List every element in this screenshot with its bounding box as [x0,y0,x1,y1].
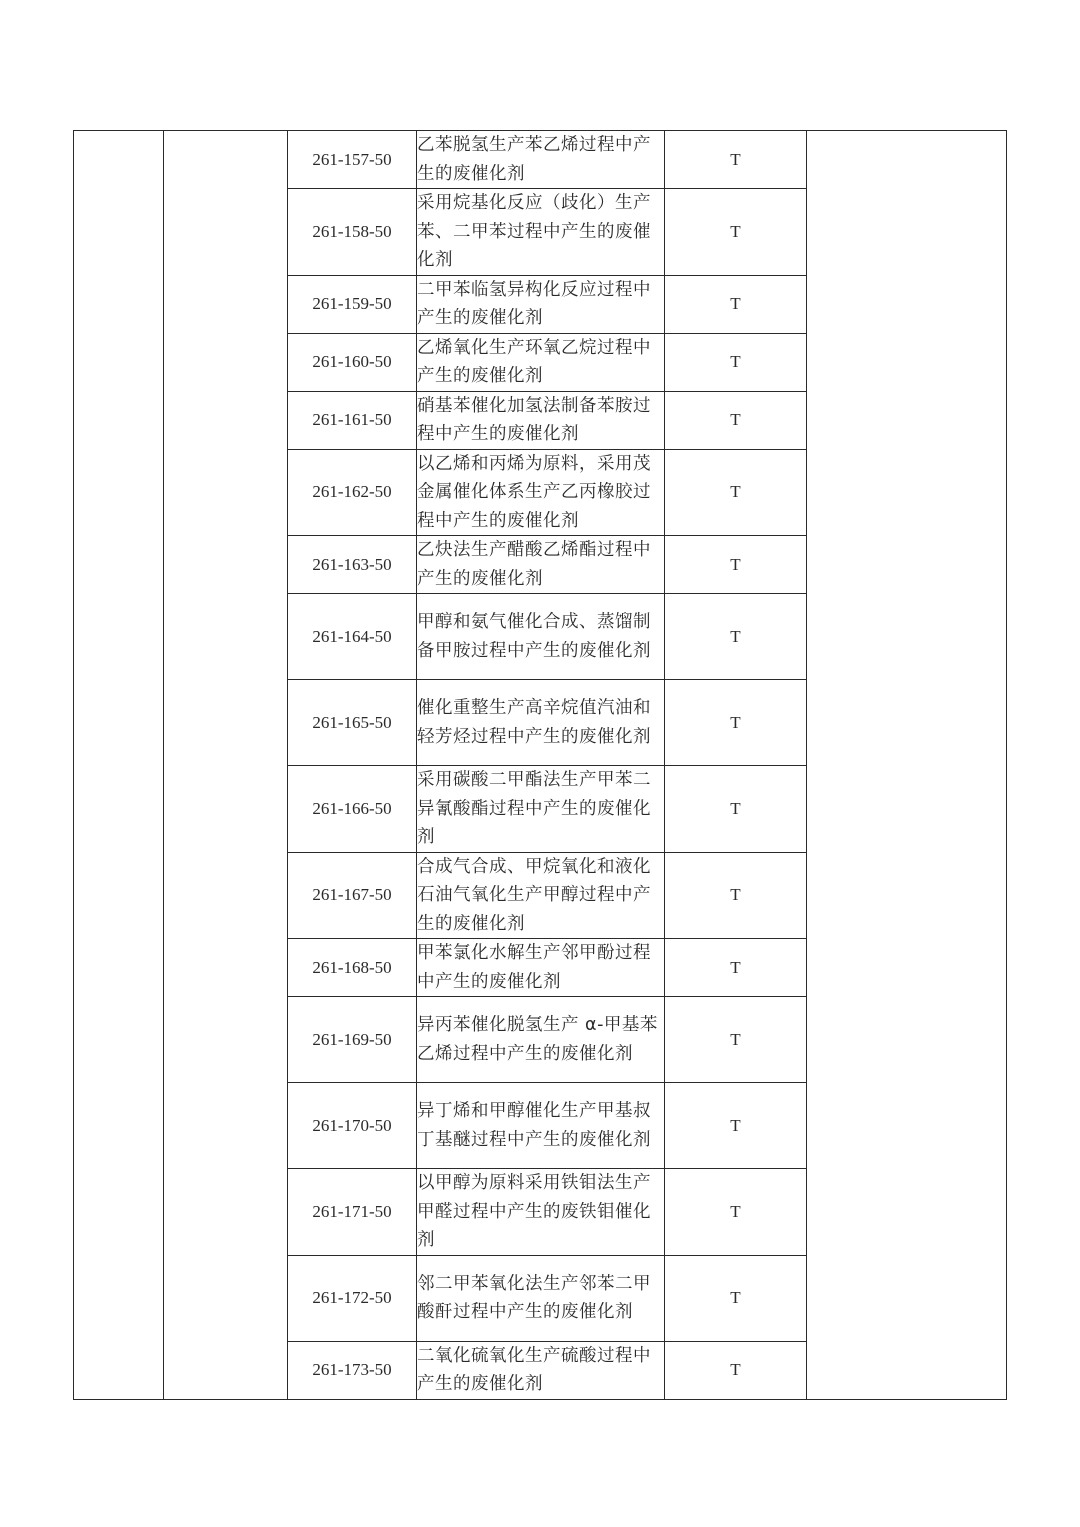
waste-code-cell: 261-163-50 [288,536,417,594]
waste-description-text: 二氧化硫氧化生产硫酸过程中产生的废催化剂 [417,1345,651,1394]
hazard-property-cell: T [665,594,807,680]
waste-description-text: 甲苯氯化水解生产邻甲酚过程中产生的废催化剂 [417,943,651,992]
waste-code-cell: 261-169-50 [288,997,417,1083]
waste-description-cell [417,1083,665,1169]
waste-description-text: 异丙苯催化脱氢生产 α-甲基苯乙烯过程中产生的废催化剂 [417,1015,658,1064]
waste-description-cell [417,766,665,853]
hazard-property-cell: T [665,1169,807,1256]
hazard-property-cell: T [665,536,807,594]
waste-description-cell [417,1169,665,1256]
hazard-property-cell: T [665,680,807,766]
waste-code-cell: 261-164-50 [288,594,417,680]
waste-description-cell [417,391,665,449]
waste-description-text: 硝基苯催化加氢法制备苯胺过程中产生的废催化剂 [417,395,651,444]
waste-description-cell [417,594,665,680]
waste-description-text: 乙苯脱氢生产苯乙烯过程中产生的废催化剂 [417,135,651,184]
waste-description-cell [417,536,665,594]
waste-description-text: 采用碳酸二甲酯法生产甲苯二异氰酸酯过程中产生的废催化剂 [417,770,651,847]
waste-description-text: 邻二甲苯氧化法生产邻苯二甲酸酐过程中产生的废催化剂 [417,1273,651,1322]
waste-code-cell: 261-159-50 [288,275,417,333]
waste-description-cell [417,997,665,1083]
waste-code-cell: 261-165-50 [288,680,417,766]
hazard-property-cell: T [665,391,807,449]
waste-code-cell: 261-160-50 [288,333,417,391]
hazard-property-cell: T [665,189,807,276]
waste-code-cell: 261-168-50 [288,939,417,997]
table-row [74,131,1007,189]
waste-description-text: 异丁烯和甲醇催化生产甲基叔丁基醚过程中产生的废催化剂 [417,1101,651,1150]
industry-cell [164,131,288,1400]
waste-code-cell: 261-166-50 [288,766,417,853]
hazard-property-cell: T [665,939,807,997]
hazard-property-cell: T [665,1341,807,1399]
hazard-property-cell: T [665,997,807,1083]
waste-code-cell: 261-157-50 [288,131,417,189]
hazard-property-cell: T [665,766,807,853]
hazardous-waste-table [73,130,1007,1400]
waste-description-cell [417,449,665,536]
category-cell [74,131,164,1400]
waste-code-cell: 261-173-50 [288,1341,417,1399]
waste-description-text: 以乙烯和丙烯为原料，采用茂金属催化体系生产乙丙橡胶过程中产生的废催化剂 [417,453,651,531]
waste-description-text: 乙烯氧化生产环氧乙烷过程中产生的废催化剂 [417,337,651,386]
waste-description-cell [417,1341,665,1399]
waste-description-text: 合成气合成、甲烷氧化和液化石油气氧化生产甲醇过程中产生的废催化剂 [417,856,651,934]
note-cell [807,131,1007,1400]
waste-code-cell: 261-170-50 [288,1083,417,1169]
hazard-property-cell: T [665,449,807,536]
hazard-property-cell: T [665,852,807,939]
waste-description-cell [417,275,665,333]
hazard-property-cell: T [665,131,807,189]
hazard-property-cell: T [665,333,807,391]
waste-description-cell [417,939,665,997]
waste-description-cell [417,131,665,189]
waste-code-cell: 261-171-50 [288,1169,417,1256]
waste-description-cell [417,333,665,391]
waste-code-cell: 261-161-50 [288,391,417,449]
waste-code-cell: 261-167-50 [288,852,417,939]
hazard-property-cell: T [665,1255,807,1341]
waste-description-cell [417,852,665,939]
waste-description-text: 二甲苯临氢异构化反应过程中产生的废催化剂 [417,279,651,328]
waste-description-text: 甲醇和氨气催化合成、蒸馏制备甲胺过程中产生的废催化剂 [417,612,651,661]
waste-code-cell: 261-158-50 [288,189,417,276]
waste-description-text: 乙炔法生产醋酸乙烯酯过程中产生的废催化剂 [417,540,651,589]
hazard-property-cell: T [665,1083,807,1169]
waste-description-text: 以甲醇为原料采用铁钼法生产甲醛过程中产生的废铁钼催化剂 [417,1173,651,1250]
waste-code-cell: 261-172-50 [288,1255,417,1341]
waste-description-cell [417,680,665,766]
waste-description-text: 采用烷基化反应（歧化）生产苯、二甲苯过程中产生的废催化剂 [417,193,651,270]
waste-description-text: 催化重整生产高辛烷值汽油和轻芳烃过程中产生的废催化剂 [417,698,651,747]
hazard-property-cell: T [665,275,807,333]
waste-description-cell [417,189,665,276]
waste-description-cell [417,1255,665,1341]
waste-code-cell: 261-162-50 [288,449,417,536]
